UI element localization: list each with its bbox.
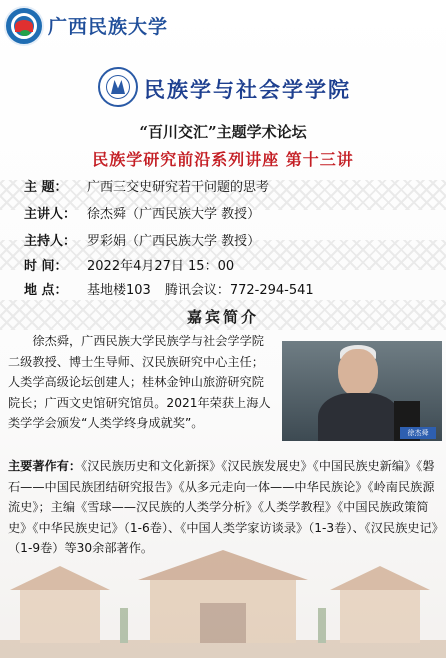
forum-title: “百川交汇”主题学术论坛 bbox=[139, 123, 307, 141]
works-label: 主要著作有： bbox=[8, 459, 82, 473]
major-works bbox=[8, 456, 440, 559]
campus-gate-illustration bbox=[0, 548, 446, 658]
place-label: 地 点： bbox=[24, 283, 68, 298]
guest-intro-heading: 嘉宾简介 bbox=[186, 308, 259, 326]
speaker-label: 主讲人： bbox=[24, 207, 77, 222]
speaker-photo bbox=[282, 341, 442, 441]
host-line bbox=[24, 230, 260, 249]
meeting-label: 腾讯会议： bbox=[164, 283, 230, 298]
place-line bbox=[24, 279, 314, 298]
speaker-line bbox=[24, 203, 260, 222]
university-logo bbox=[4, 6, 44, 46]
speaker-name: 徐杰舜 bbox=[87, 207, 127, 222]
photo-nameplate: 徐杰舜 bbox=[400, 427, 436, 439]
speaker-affiliation: （广西民族大学 教授） bbox=[126, 207, 261, 222]
meeting-id: 772-294-541 bbox=[229, 283, 314, 298]
time-value: 2022年4月27日 15：00 bbox=[87, 259, 235, 274]
time-line bbox=[24, 255, 234, 274]
series-title: 民族学研究前沿系列讲座 第十三讲 bbox=[92, 150, 354, 169]
topic-line bbox=[24, 176, 269, 195]
host-affiliation: （广西民族大学 教授） bbox=[126, 234, 261, 249]
host-name: 罗彩娟 bbox=[87, 234, 127, 249]
topic-value: 广西三交史研究若干问题的思考 bbox=[87, 180, 270, 195]
time-label: 时 间： bbox=[24, 259, 68, 274]
place-value: 基地楼103 bbox=[87, 283, 151, 298]
department-logo bbox=[98, 67, 138, 107]
speaker-bio: 徐杰舜，广西民族大学民族学与社会学学院二级教授、博士生导师、汉民族研究中心主任；人类学高级论坛创建人；桂林金钟山旅游研究院院长；广西文史馆研究馆员。2021年荣获上海人类学学会颁发“人类学终身成就奖”。 bbox=[8, 334, 271, 430]
university-name: 广西民族大学 bbox=[48, 16, 169, 38]
topic-label: 主 题： bbox=[24, 180, 68, 195]
department-name: 民族学与社会学学院 bbox=[144, 77, 351, 102]
host-label: 主持人： bbox=[24, 234, 77, 249]
works-list: 《汉民族历史和文化新探》《汉民族发展史》《中国民族史新编》《磐石——中国民族团结研究报告》《从多元走向一体——中华民族论》《岭南民族源流史》；主编《雪球——汉民族的人类学分析》《人类学教程》《中国民族政策简史》《中华民族史记》（1-6卷）、《中国人类学家访谈录》（1-3卷）、《汉民族史记》（1-9卷）等30余部著作。 bbox=[8, 459, 438, 555]
